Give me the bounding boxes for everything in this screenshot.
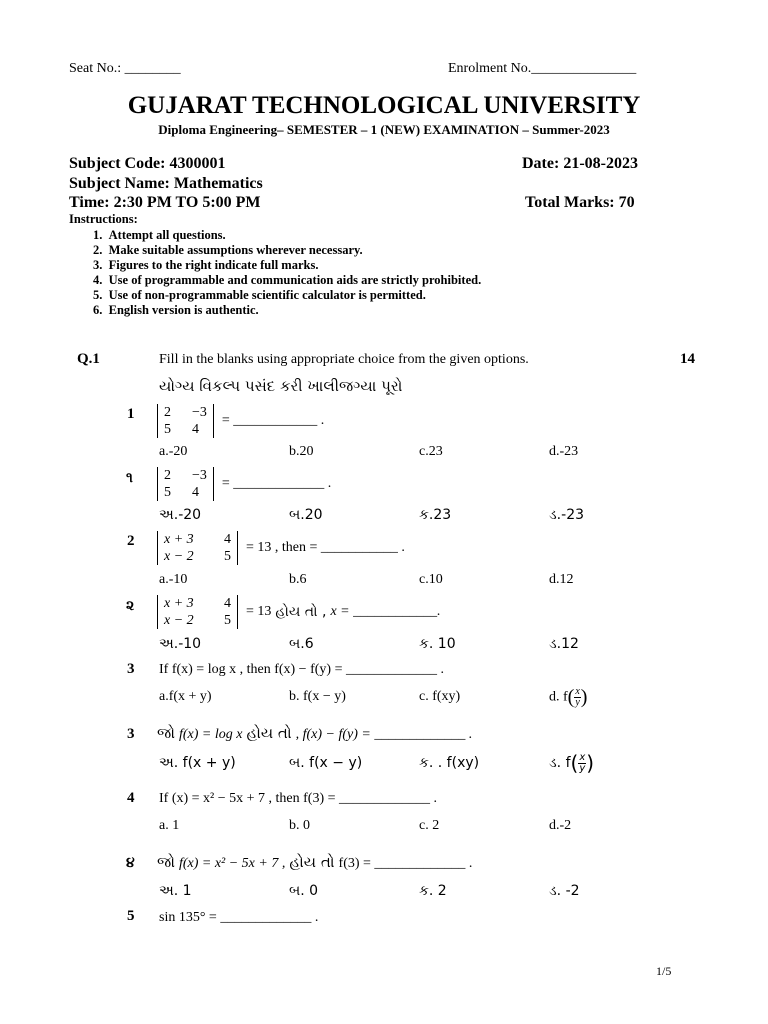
determinant: [157, 404, 214, 438]
matrix-cell: 5: [224, 613, 231, 628]
item-number: 2: [127, 533, 135, 549]
matrix-cell: 2: [164, 468, 171, 483]
item-number: ૨: [126, 598, 135, 614]
option-c: ક. 2: [419, 883, 447, 899]
determinant-question: [157, 595, 441, 629]
option-text: d. f: [549, 689, 568, 705]
option-c: c. 2: [419, 818, 440, 833]
item-number: 3: [127, 726, 135, 742]
option-a: અ. 1: [159, 883, 192, 899]
exam-line: Diploma Engineering– SEMESTER – 1 (NEW) EXAMINATION – Summer-2023: [158, 122, 610, 137]
page-number: 1/5: [656, 964, 672, 978]
option-text: ડ. f: [549, 755, 571, 771]
option-a: a.f(x + y): [159, 689, 212, 704]
option-d: d.-23: [549, 444, 579, 459]
instruction-text: Attempt all questions.: [108, 228, 226, 242]
matrix-cell: 2: [164, 405, 171, 420]
matrix-cell: x − 2: [164, 613, 194, 628]
gujarati-text: જો: [157, 853, 175, 871]
seat-number: Seat No.: ________: [69, 61, 181, 76]
question-stem: If (x) = x² − 5x + 7 , then f(3) = _____________ .: [159, 791, 438, 806]
gujarati-text: જો: [157, 724, 175, 742]
option-b: બ. 0: [289, 883, 319, 899]
question-stem: If f(x) = log x , then f(x) − f(y) = _____________ .: [159, 662, 444, 677]
question-label: Q.1: [77, 351, 100, 367]
option-d: d.-2: [549, 818, 572, 833]
determinant: [157, 467, 214, 501]
gujarati-text: હોય તો: [246, 724, 292, 742]
equation-part: f(x) = log x: [178, 727, 243, 742]
determinant: [157, 531, 238, 565]
matrix-cell: x − 2: [164, 549, 194, 564]
option-b: બ.20: [289, 507, 323, 523]
option-a: a. 1: [159, 818, 180, 833]
instruction-text: English version is authentic.: [108, 303, 259, 317]
item-number: 1: [127, 406, 135, 422]
blank: = _____________ .: [221, 476, 332, 491]
question-instruction-gu: યોગ્ય વિકલ્પ પસંદ કરી ખાલીજગ્યા પૂરો: [159, 377, 403, 395]
matrix-cell: 5: [224, 549, 231, 564]
fraction-denominator: y: [579, 762, 586, 774]
question-stem: sin 135° = _____________ .: [159, 910, 319, 925]
option-d: ડ. -2: [549, 883, 580, 899]
instruction-text: Use of non-programmable scientific calculator is permitted.: [108, 288, 426, 302]
blank: , f(x) − f(y) = _____________ .: [295, 727, 473, 742]
fraction-numerator: x: [575, 686, 580, 697]
instruction-number: 1.: [93, 228, 103, 242]
option-c: ક. 10: [419, 636, 456, 652]
item-number: 3: [127, 661, 135, 677]
item-number: 5: [127, 908, 135, 924]
subject-name: Subject Name: Mathematics: [69, 175, 263, 192]
instruction-number: 6.: [93, 303, 103, 317]
university-title: GUJARAT TECHNOLOGICAL UNIVERSITY: [127, 92, 641, 119]
gujarati-text: હોય તો ,: [275, 604, 327, 620]
blank: = 13 , then = ___________ .: [246, 540, 405, 555]
exam-date: Date: 21-08-2023: [522, 155, 638, 172]
instruction-item: [93, 228, 226, 243]
fraction-denominator: y: [575, 697, 580, 708]
question-marks: 14: [680, 351, 695, 367]
matrix-cell: 4: [192, 485, 199, 500]
option-c: ક.23: [419, 507, 452, 523]
matrix-cell: 4: [224, 532, 231, 547]
question-instruction-en: Fill in the blanks using appropriate choice from the given options.: [159, 352, 529, 367]
instruction-item: [93, 288, 426, 303]
option-b: b. f(x − y): [289, 689, 346, 704]
option-a: અ.-10: [159, 636, 202, 652]
option-b: b.20: [289, 444, 314, 459]
question-stem: [157, 853, 472, 872]
instruction-item: [93, 273, 481, 288]
matrix-cell: 5: [164, 485, 171, 500]
paren: ): [586, 751, 595, 775]
paren: (: [570, 751, 579, 775]
instruction-text: Make suitable assumptions wherever necessary.: [108, 243, 363, 257]
subject-code: Subject Code: 4300001: [69, 155, 226, 172]
item-number: 4: [127, 790, 135, 806]
blank: f(3) = _____________ .: [338, 856, 473, 871]
instruction-text: Use of programmable and communication aids are strictly prohibited.: [108, 273, 482, 287]
enrolment-number: Enrolment No._______________: [448, 61, 637, 76]
option-b: બ. f(x − y): [289, 755, 363, 771]
paren: ): [580, 686, 588, 708]
option-d: [549, 751, 594, 775]
exam-time: Time: 2:30 PM TO 5:00 PM: [69, 194, 261, 211]
item-number: ૧: [126, 470, 133, 486]
matrix-cell: −3: [192, 405, 207, 420]
instruction-number: 2.: [93, 243, 103, 257]
determinant-question: [157, 531, 405, 565]
option-a: અ. f(x + y): [159, 755, 236, 771]
option-c: c.23: [419, 444, 443, 459]
instruction-item: [93, 258, 318, 273]
determinant-question: [157, 404, 324, 438]
equation-part: = 13: [246, 604, 272, 619]
option-d: ડ.-23: [549, 507, 585, 523]
blank: = ____________ .: [221, 413, 325, 428]
total-marks: Total Marks: 70: [525, 194, 635, 211]
matrix-cell: 5: [164, 422, 171, 437]
item-number: ૪: [126, 855, 135, 871]
gujarati-text: હોય તો: [289, 853, 335, 871]
question-stem: [157, 724, 472, 743]
instruction-text: Figures to the right indicate full marks.: [108, 258, 319, 272]
instruction-number: 3.: [93, 258, 103, 272]
paren: (: [567, 686, 575, 708]
matrix-cell: 4: [192, 422, 199, 437]
option-b: બ.6: [289, 636, 314, 652]
matrix-cell: −3: [192, 468, 207, 483]
equation-part: f(x) = x² − 5x + 7 ,: [178, 856, 286, 871]
option-a: a.-10: [159, 572, 188, 587]
instruction-number: 5.: [93, 288, 103, 302]
option-a: અ.-20: [159, 507, 202, 523]
option-d: d.12: [549, 572, 574, 587]
option-c: c.10: [419, 572, 443, 587]
option-c: c. f(xy): [419, 689, 461, 704]
determinant: [157, 595, 238, 629]
blank: x = ____________.: [330, 604, 441, 619]
instruction-number: 4.: [93, 273, 103, 287]
instructions-title: Instructions:: [69, 212, 138, 226]
matrix-cell: x + 3: [164, 532, 194, 547]
matrix-cell: 4: [224, 596, 231, 611]
fraction-numerator: x: [579, 751, 586, 763]
option-b: b.6: [289, 572, 307, 587]
instruction-item: [93, 243, 363, 258]
option-b: b. 0: [289, 818, 310, 833]
instruction-item: [93, 303, 259, 318]
determinant-question: [157, 467, 331, 501]
matrix-cell: x + 3: [164, 596, 194, 611]
option-d: [549, 686, 587, 709]
option-c: ક. . f(xy): [419, 755, 480, 771]
option-a: a.-20: [159, 444, 188, 459]
option-d: ડ.12: [549, 636, 579, 652]
